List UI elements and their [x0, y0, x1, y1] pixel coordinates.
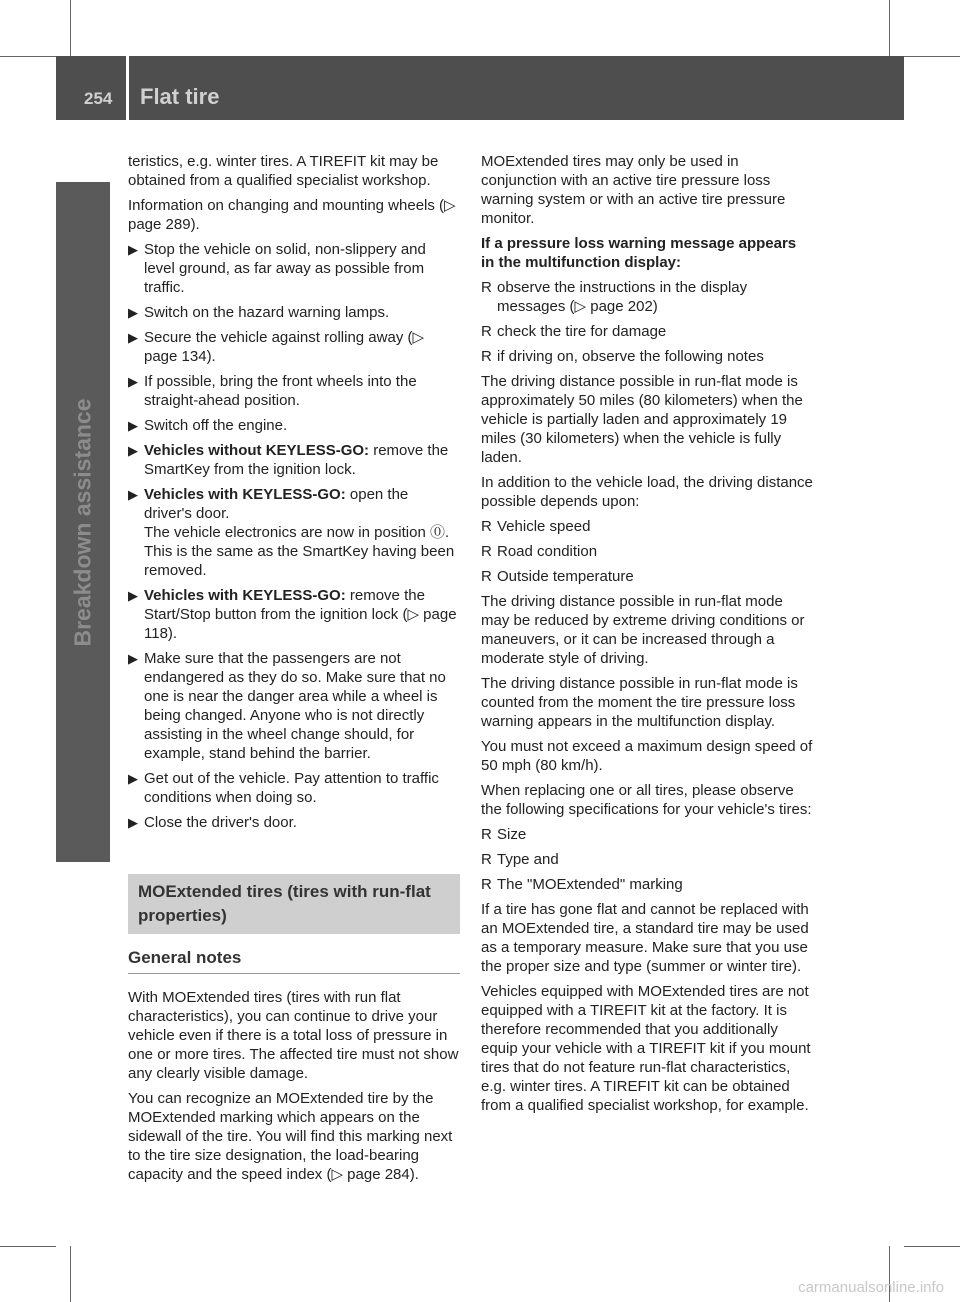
list-item: R observe the instructions in the display messages (▷ page 202): [481, 279, 748, 315]
crop-mark: [70, 0, 71, 56]
paragraph: You must not exceed a maximum design speed of 50 mph (80 km/h).: [481, 738, 813, 774]
paragraph: teristics, e.g. winter tires. A TIREFIT kit may be obtained from a qualified specialist workshop.: [128, 153, 439, 189]
list-item: R Size: [481, 826, 527, 843]
step-arrow-icon: ▶: [128, 487, 138, 502]
bold-heading: If a pressure loss warning message appears in the multifunction display:: [481, 235, 797, 271]
paragraph: Vehicles equipped with MOExtended tires are not equipped with a TIREFIT kit at the factory. It is therefore recommended that you additionally equip your vehicle with a TIREFIT kit if you mount tires that do not feature run-flat characteristics, e.g. winter tires. A TIREFIT kit can be obtained from a qualified specialist workshop, for example.: [481, 983, 811, 1114]
watermark: carmanualsonline.info: [798, 1279, 944, 1296]
list-item: R check the tire for damage: [481, 323, 667, 340]
paragraph: You can recognize an MOExtended tire by the MOExtended marking which appears on the sidewall of the tire. You will find this marking next to the tire size designation, the load-bearing capacity and the speed index (▷ page 284).: [128, 1090, 453, 1183]
side-tab: [56, 182, 110, 862]
instruction-step: ▶ Vehicles with KEYLESS-GO: remove the Start/Stop button from the ignition lock (▷ page 118).: [128, 587, 457, 642]
step-arrow-icon: ▶: [128, 374, 138, 389]
crop-mark: [0, 56, 56, 57]
step-arrow-icon: ▶: [128, 815, 138, 830]
instruction-step: ▶ Close the driver's door.: [128, 814, 297, 831]
step-arrow-icon: ▶: [128, 771, 138, 786]
instruction-step: ▶ Vehicles with KEYLESS-GO: open the driver's door. The vehicle electronics are now in position ⓪. This is the same as the SmartKey having been removed.: [128, 486, 455, 579]
paragraph: The driving distance possible in run-flat mode is counted from the moment the tire pressure loss warning appears in the multifunction display.: [481, 675, 798, 730]
step-arrow-icon: ▶: [128, 588, 138, 603]
step-arrow-icon: ▶: [128, 330, 138, 345]
side-tab-label: Breakdown assistance: [69, 397, 96, 647]
section-title: Flat tire: [140, 84, 220, 109]
instruction-step: ▶ Make sure that the passengers are not endangered as they do so. Make sure that no one is near the danger area while a wheel is being changed. Anyone who is not directly assisting in the wheel change should, for example, stand behind the barrier.: [128, 650, 446, 762]
right-column: [481, 152, 813, 1121]
instruction-step: ▶ Vehicles without KEYLESS-GO: remove the SmartKey from the ignition lock.: [128, 442, 449, 478]
instruction-step: ▶ Switch on the hazard warning lamps.: [128, 304, 390, 321]
bullet-icon: R: [481, 348, 492, 365]
subsection-heading: General notes: [128, 948, 460, 974]
paragraph: MOExtended tires may only be used in conjunction with an active tire pressure loss warning system or with an active tire pressure monitor.: [481, 153, 786, 227]
left-column: [128, 152, 460, 1190]
step-arrow-icon: ▶: [128, 242, 138, 257]
header-divider: [126, 56, 129, 120]
bullet-icon: R: [481, 279, 492, 296]
instruction-step: ▶ Secure the vehicle against rolling away (▷ page 134).: [128, 329, 425, 365]
step-arrow-icon: ▶: [128, 443, 138, 458]
bullet-icon: R: [481, 568, 492, 585]
bullet-icon: R: [481, 876, 492, 893]
instruction-step: ▶ Stop the vehicle on solid, non-slippery and level ground, as far away as possible from traffic.: [128, 241, 426, 296]
crop-mark: [70, 1246, 71, 1302]
instruction-step: ▶ If possible, bring the front wheels into the straight-ahead position.: [128, 373, 417, 409]
instruction-step: ▶ Get out of the vehicle. Pay attention to traffic conditions when doing so.: [128, 770, 439, 806]
step-arrow-icon: ▶: [128, 305, 138, 320]
bullet-icon: R: [481, 518, 492, 535]
crop-mark: [904, 56, 960, 57]
paragraph: When replacing one or all tires, please observe the following specifications for your vehicle's tires:: [481, 782, 812, 818]
paragraph: With MOExtended tires (tires with run flat characteristics), you can continue to drive your vehicle even if there is a total loss of pressure in one or more tires. The affected tire must not show any clearly visible damage.: [128, 989, 459, 1082]
section-heading: MOExtended tires (tires with run-flat properties): [128, 874, 460, 934]
list-item: R Type and: [481, 851, 559, 868]
paragraph: If a tire has gone flat and cannot be replaced with an MOExtended tire, a standard tire may be used as a temporary measure. Make sure that you use the proper size and type (summer or winter tire).: [481, 901, 809, 975]
step-arrow-icon: ▶: [128, 418, 138, 433]
step-arrow-icon: ▶: [128, 651, 138, 666]
instruction-step: ▶ Switch off the engine.: [128, 417, 288, 434]
page-number: 254: [84, 89, 113, 108]
bullet-icon: R: [481, 851, 492, 868]
paragraph: In addition to the vehicle load, the driving distance possible depends upon:: [481, 474, 813, 510]
list-item: R The "MOExtended" marking: [481, 876, 683, 893]
paragraph: The driving distance possible in run-flat mode may be reduced by extreme driving conditions or maneuvers, or it can be increased through a moderate style of driving.: [481, 593, 805, 667]
bullet-icon: R: [481, 323, 492, 340]
bullet-icon: R: [481, 543, 492, 560]
bullet-icon: R: [481, 826, 492, 843]
list-item: R Road condition: [481, 543, 598, 560]
crop-mark: [889, 0, 890, 56]
list-item: R Vehicle speed: [481, 518, 591, 535]
list-item: R Outside temperature: [481, 568, 634, 585]
paragraph: The driving distance possible in run-flat mode is approximately 50 miles (80 kilometers) when the vehicle is partially laden and approximately 19 miles (30 kilometers) when the vehicle is fully laden.: [481, 373, 803, 466]
list-item: R if driving on, observe the following notes: [481, 348, 764, 365]
crop-mark: [904, 1246, 960, 1247]
paragraph: Information on changing and mounting wheels (▷ page 289).: [128, 197, 456, 233]
crop-mark: [0, 1246, 56, 1247]
